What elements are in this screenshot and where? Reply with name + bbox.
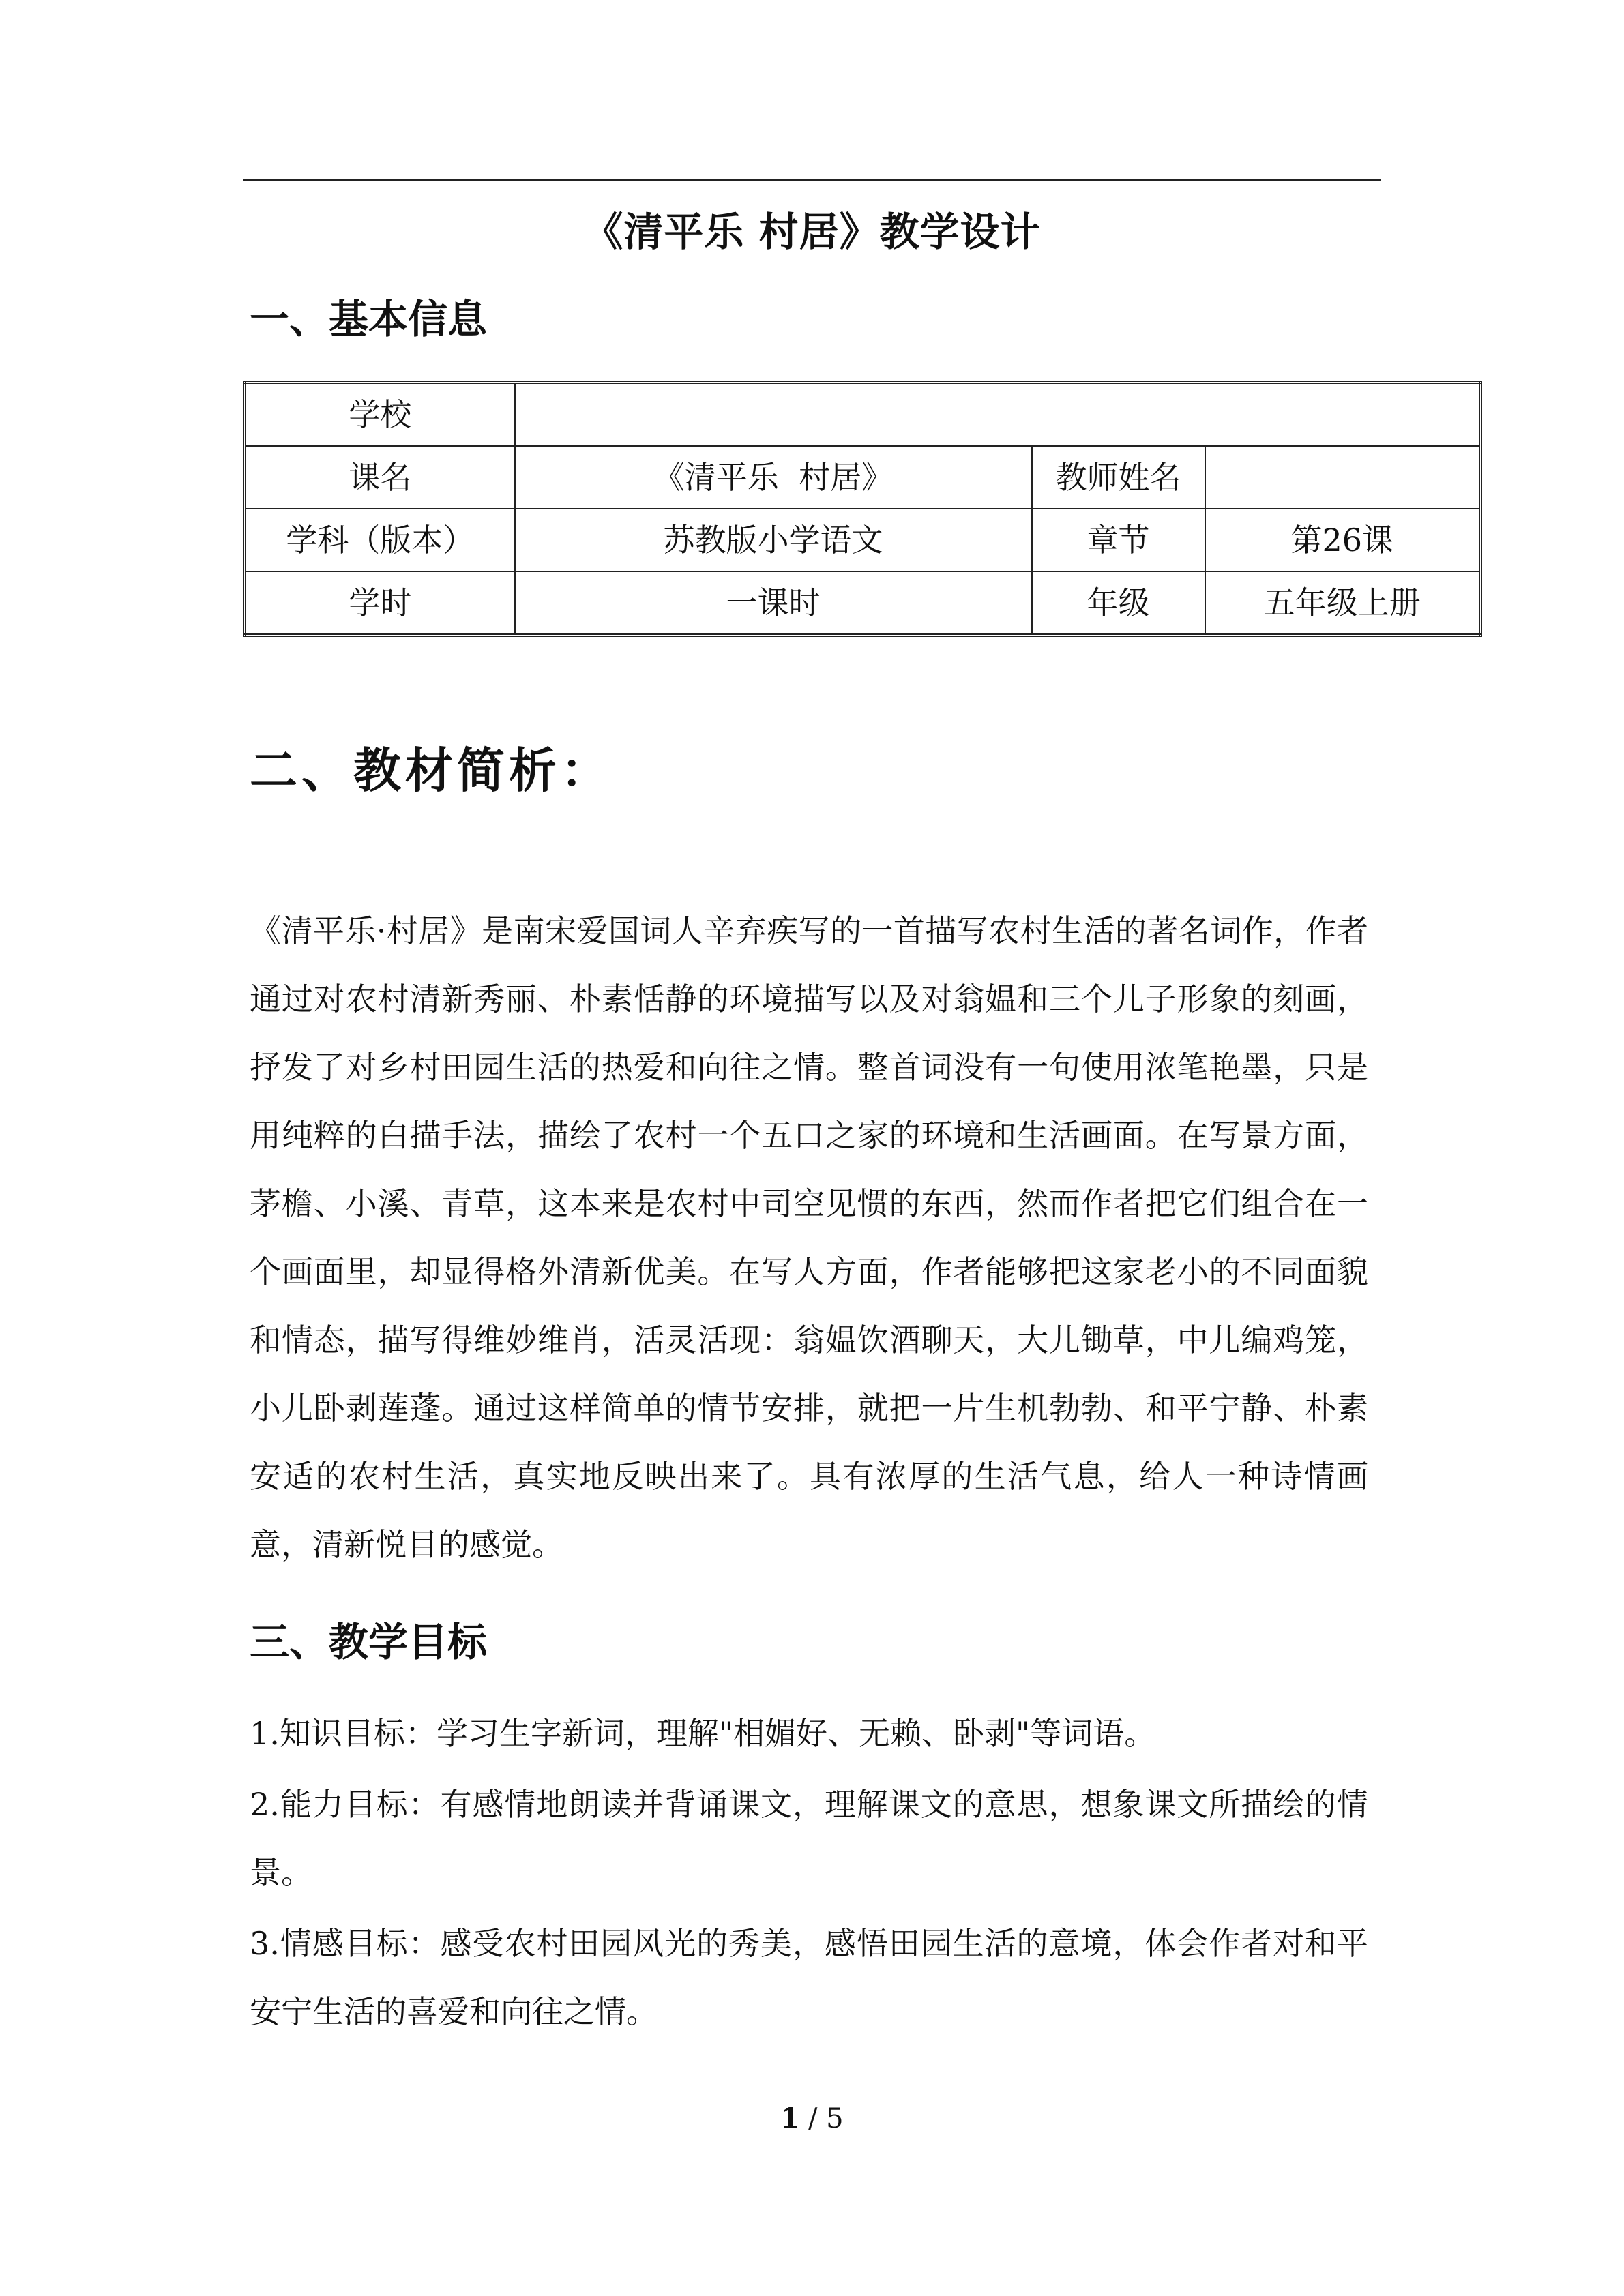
total-pages: 5 [826,2103,844,2134]
page-separator: / [799,2103,827,2134]
chapter-value: 第26课 [1205,509,1481,571]
teacher-label: 教师姓名 [1032,446,1205,509]
basic-info-table [243,381,1482,637]
school-label: 学校 [245,383,515,447]
document-title: 《清平乐 村居》教学设计 [583,209,1041,255]
subject-value: 苏教版小学语文 [515,509,1032,571]
page-number [0,2102,1624,2136]
current-page: 1 [780,2102,800,2134]
grade-label: 年级 [1032,571,1205,636]
table-row-hours [245,571,1481,636]
course-label: 课名 [245,446,515,509]
objective-knowledge: 1.知识目标：学习生字新词，理解"相媚好、无赖、卧剥"等词语。 [250,1715,1156,1752]
school-value [515,383,1481,447]
hours-value: 一课时 [515,571,1032,636]
table-row-course [245,446,1481,509]
chapter-label: 章节 [1032,509,1205,571]
section-heading-teaching-objectives: 三、教学目标 [250,1619,488,1665]
objective-ability: 2.能力目标：有感情地朗读并背诵课文，理解课文的意思，想象课文所描绘的情景。 [250,1786,1368,1891]
table-row-school [245,383,1481,447]
table-row-subject [245,509,1481,571]
course-value: 《清平乐 村居》 [515,446,1032,509]
objective-emotion: 3.情感目标：感受农村田园风光的秀美，感悟田园生活的意境，体会作者对和平安宁生活的喜爱和向往之情。 [250,1925,1368,2030]
material-analysis-paragraph: 《清平乐·村居》是南宋爱国词人辛弃疾写的一首描写农村生活的著名词作，作者通过对农村清新秀丽、朴素恬静的环境描写以及对翁媪和三个儿子形象的刻画，抒发了对乡村田园生活的热爱和向往之情。整首词没有一句使用浓笔艳墨，只是用纯粹的白描手法，描绘了农村一个五口之家的环境和生活画面。在写景方面，茅檐、小溪、青草，这本来是农村中司空见惯的东西，然而作者把它们组合在一个画面里，却显得格外清新优美。在写人方面，作者能够把这家老小的不同面貌和情态，描写得维妙维肖，活灵活现：翁媪饮酒聊天，大儿锄草，中儿编鸡笼，小儿卧剥莲蓬。通过这样简单的情节安排，就把一片生机勃勃、和平宁静、朴素安适的农村生活，真实地反映出来了。具有浓厚的生活气息，给人一种诗情画意，清新悦目的感觉。 [250,912,1368,1563]
hours-label: 学时 [245,571,515,636]
header-rule [243,179,1381,181]
section-heading-material-analysis: 二、教材简析： [250,743,612,799]
subject-label: 学科（版本） [245,509,515,571]
grade-value: 五年级上册 [1205,571,1481,636]
teacher-value [1205,446,1481,509]
section-heading-basic-info: 一、基本信息 [250,296,488,342]
